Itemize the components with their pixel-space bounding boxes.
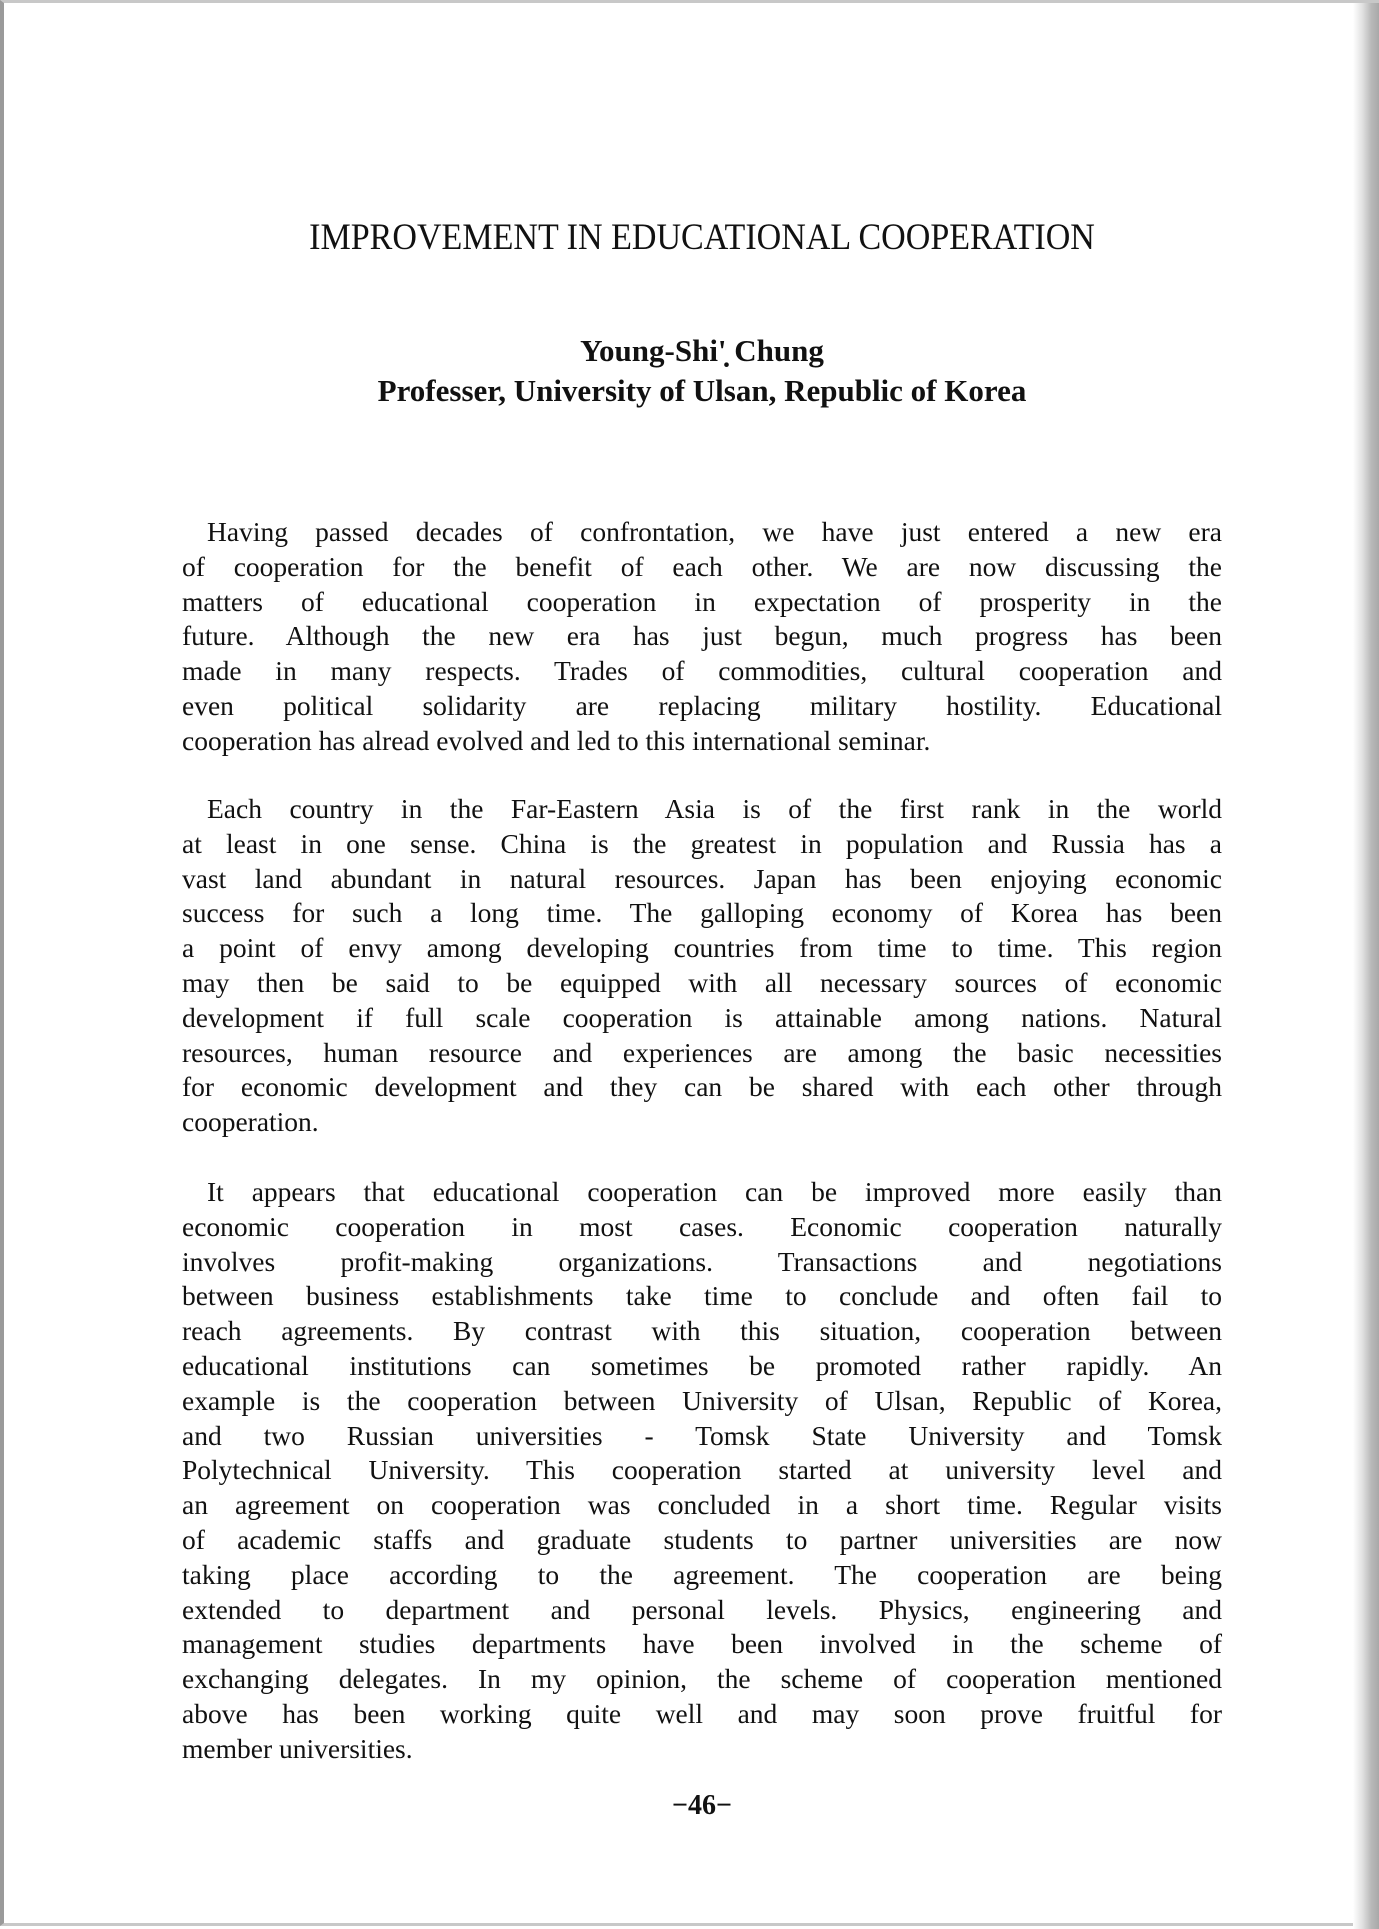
text-line: may then be said to be equipped with all necessary sources of economic <box>182 966 1222 998</box>
page-number: −46− <box>672 1790 732 1821</box>
text-line: reach agreements. By contrast with this situation, cooperation between <box>182 1315 1222 1347</box>
text-line: of academic staffs and graduate students to partner universities are now <box>182 1523 1222 1555</box>
text-line: exchanging delegates. In my opinion, the scheme of cooperation mentioned <box>182 1663 1222 1695</box>
text-line: Polytechnical University. This cooperation started at university level and <box>182 1454 1222 1486</box>
text-line: above has been working quite well and may soon prove fruitful for <box>182 1697 1222 1729</box>
text-line: taking place according to the agreement. The cooperation are being <box>182 1558 1222 1590</box>
text-line: an agreement on cooperation was concluded in a short time. Regular visits <box>182 1489 1222 1521</box>
text-line: at least in one sense. China is the greatest in population and Russia has a <box>182 827 1222 859</box>
text-line: and two Russian universities - Tomsk State University and Tomsk <box>182 1419 1222 1451</box>
text-line: It appears that educational cooperation can be improved more easily than <box>207 1176 1222 1207</box>
text-line: matters of educational cooperation in expectation of prosperity in the <box>182 585 1222 617</box>
text-line: vast land abundant in natural resources. Japan has been enjoying economic <box>182 862 1222 894</box>
text-line: resources, human resource and experiences are among the basic necessities <box>182 1036 1222 1068</box>
text-line: even political solidarity are replacing military hostility. Educational <box>182 689 1222 721</box>
text-line: economic cooperation in most cases. Economic cooperation naturally <box>182 1210 1222 1242</box>
text-line: example is the cooperation between University of Ulsan, Republic of Korea, <box>182 1384 1222 1416</box>
text-line: member universities. <box>182 1732 413 1764</box>
text-line: cooperation has alread evolved and led to this international seminar. <box>182 724 931 756</box>
text-line: educational institutions can sometimes be promoted rather rapidly. An <box>182 1349 1222 1381</box>
text-line: Having passed decades of confrontation, we have just entered a new era <box>207 516 1222 547</box>
text-line: made in many respects. Trades of commodities, cultural cooperation and <box>182 655 1222 687</box>
author-block <box>182 331 1222 411</box>
text-line: involves profit-making organizations. Transactions and negotiations <box>182 1245 1222 1277</box>
text-line: extended to department and personal levels. Physics, engineering and <box>182 1593 1222 1625</box>
paragraph-2 <box>182 792 1222 1140</box>
document-title: IMPROVEMENT IN EDUCATIONAL COOPERATION <box>309 217 1095 258</box>
text-line: development if full scale cooperation is attainable among nations. Natural <box>182 1001 1222 1033</box>
author-affiliation: Professer, University of Ulsan, Republic of Korea <box>377 373 1027 408</box>
text-line: cooperation. <box>182 1106 319 1138</box>
text-line: of cooperation for the benefit of each other. We are now discussing the <box>182 550 1222 582</box>
author-name: Young-Shi'̣ Chung <box>580 333 824 368</box>
text-line: future. Although the new era has just begun, much progress has been <box>182 620 1222 652</box>
text-line: for economic development and they can be shared with each other through <box>182 1071 1222 1103</box>
text-line: between business establishments take time to conclude and often fail to <box>182 1280 1222 1312</box>
paragraph-3 <box>182 1175 1222 1767</box>
text-line: a point of envy among developing countries from time to time. This region <box>182 932 1222 964</box>
page-edge-shadow <box>1353 3 1379 1929</box>
text-line: Each country in the Far-Eastern Asia is of the first rank in the world <box>207 793 1222 824</box>
text-line: success for such a long time. The galloping economy of Korea has been <box>182 897 1222 929</box>
paragraph-1 <box>182 515 1222 759</box>
text-line: management studies departments have been involved in the scheme of <box>182 1628 1222 1660</box>
